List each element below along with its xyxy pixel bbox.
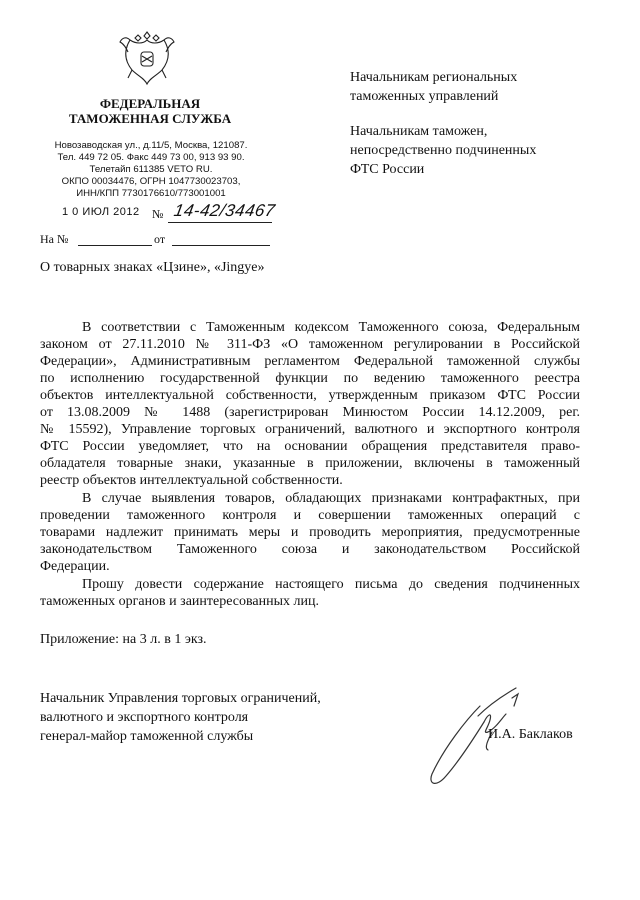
address-line: Телетайп 611385 VETO RU.: [89, 164, 213, 175]
signer-name: И.А. Баклаков: [488, 727, 573, 742]
recipient-line: непосредственно подчиненных: [350, 143, 537, 158]
body-line: проведении таможенного контроля и совершении таможенных операций с: [40, 508, 580, 523]
body-line: обладателя товарные знаки, указанные в приложении, включены в таможенный: [40, 456, 580, 471]
number-label: №: [152, 207, 164, 221]
body-line: от 13.08.2009 № 1488 (зарегистрирован Минюстом России 14.12.2009, рег.: [40, 405, 580, 420]
attachment-note: Приложение: на 3 л. в 1 экз.: [40, 632, 207, 647]
org-name-line2: ТАМОЖЕННАЯ СЛУЖБА: [68, 111, 232, 126]
body-line: товарами надлежит принимать меры и проводить мероприятия, предусмотренные: [40, 525, 580, 540]
body-line: по исполнению государственной функции по ведению таможенного реестра: [40, 371, 580, 386]
recipient-line: ФТС России: [350, 162, 425, 177]
signer-title-line: генерал-майор таможенной службы: [40, 729, 254, 744]
recipient-line: Начальникам таможен,: [350, 124, 488, 139]
org-name-line1: ФЕДЕРАЛЬНАЯ: [99, 96, 201, 111]
body-line: законодательством Таможенного союза и законодательством Российской: [40, 542, 580, 557]
address-line: Тел. 449 72 05. Факс 449 73 00, 913 93 90.: [57, 152, 245, 163]
body-line: Федерации», Административным регламентом Федеральной таможенной службы: [40, 354, 580, 369]
reference-number-blank: [78, 245, 152, 246]
body-line: Федерации.: [40, 559, 110, 574]
recipient-line: таможенных управлений: [350, 89, 499, 104]
number-underline: [168, 222, 272, 223]
address-line: ОКПО 00034476, ОГРН 1047730023703,: [61, 176, 241, 187]
address-line: Новозаводская ул., д.11/5, Москва, 121087.: [54, 140, 248, 151]
body-line: реестр объектов интеллектуальной собственности.: [40, 473, 343, 488]
signer-title-line: Начальник Управления торговых ограничений,: [40, 691, 321, 706]
body-line: № 15592), Управление торговых ограничений, валютного и экспортного контроля: [40, 422, 580, 437]
body-line: В случае выявления товаров, обладающих признаками контрафактных, при: [82, 491, 580, 506]
reference-date-label: от: [154, 232, 166, 246]
body-line: В соответствии с Таможенным кодексом Таможенного союза, Федеральным: [82, 320, 580, 335]
body-line: объектов интеллектуальной собственности, утвержденным приказом ФТС России: [40, 388, 580, 403]
double-headed-eagle-icon: [114, 26, 180, 92]
reference-label: На №: [40, 232, 69, 246]
recipient-line: Начальникам региональных: [350, 70, 518, 85]
address-line: ИНН/КПП 7730176610/773001001: [76, 188, 226, 199]
signer-title-line: валютного и экспортного контроля: [40, 710, 249, 725]
body-line: Прошу довести содержание настоящего письма до сведения подчиненных: [82, 577, 580, 592]
body-line: ФТС России уведомляет, что на основании обращения представителя право-: [40, 439, 580, 454]
letter-subject: О товарных знаках «Цзине», «Jingye»: [40, 260, 265, 275]
date-stamp: 1 0 ИЮЛ 2012: [62, 206, 140, 218]
document-number: 14-42/34467: [172, 201, 277, 220]
body-line: таможенных органов и заинтересованных лиц.: [40, 594, 319, 609]
reference-date-blank: [172, 245, 270, 246]
body-line: законом от 27.11.2010 № 311-ФЗ «О таможенном регулировании в Российской: [40, 337, 580, 352]
